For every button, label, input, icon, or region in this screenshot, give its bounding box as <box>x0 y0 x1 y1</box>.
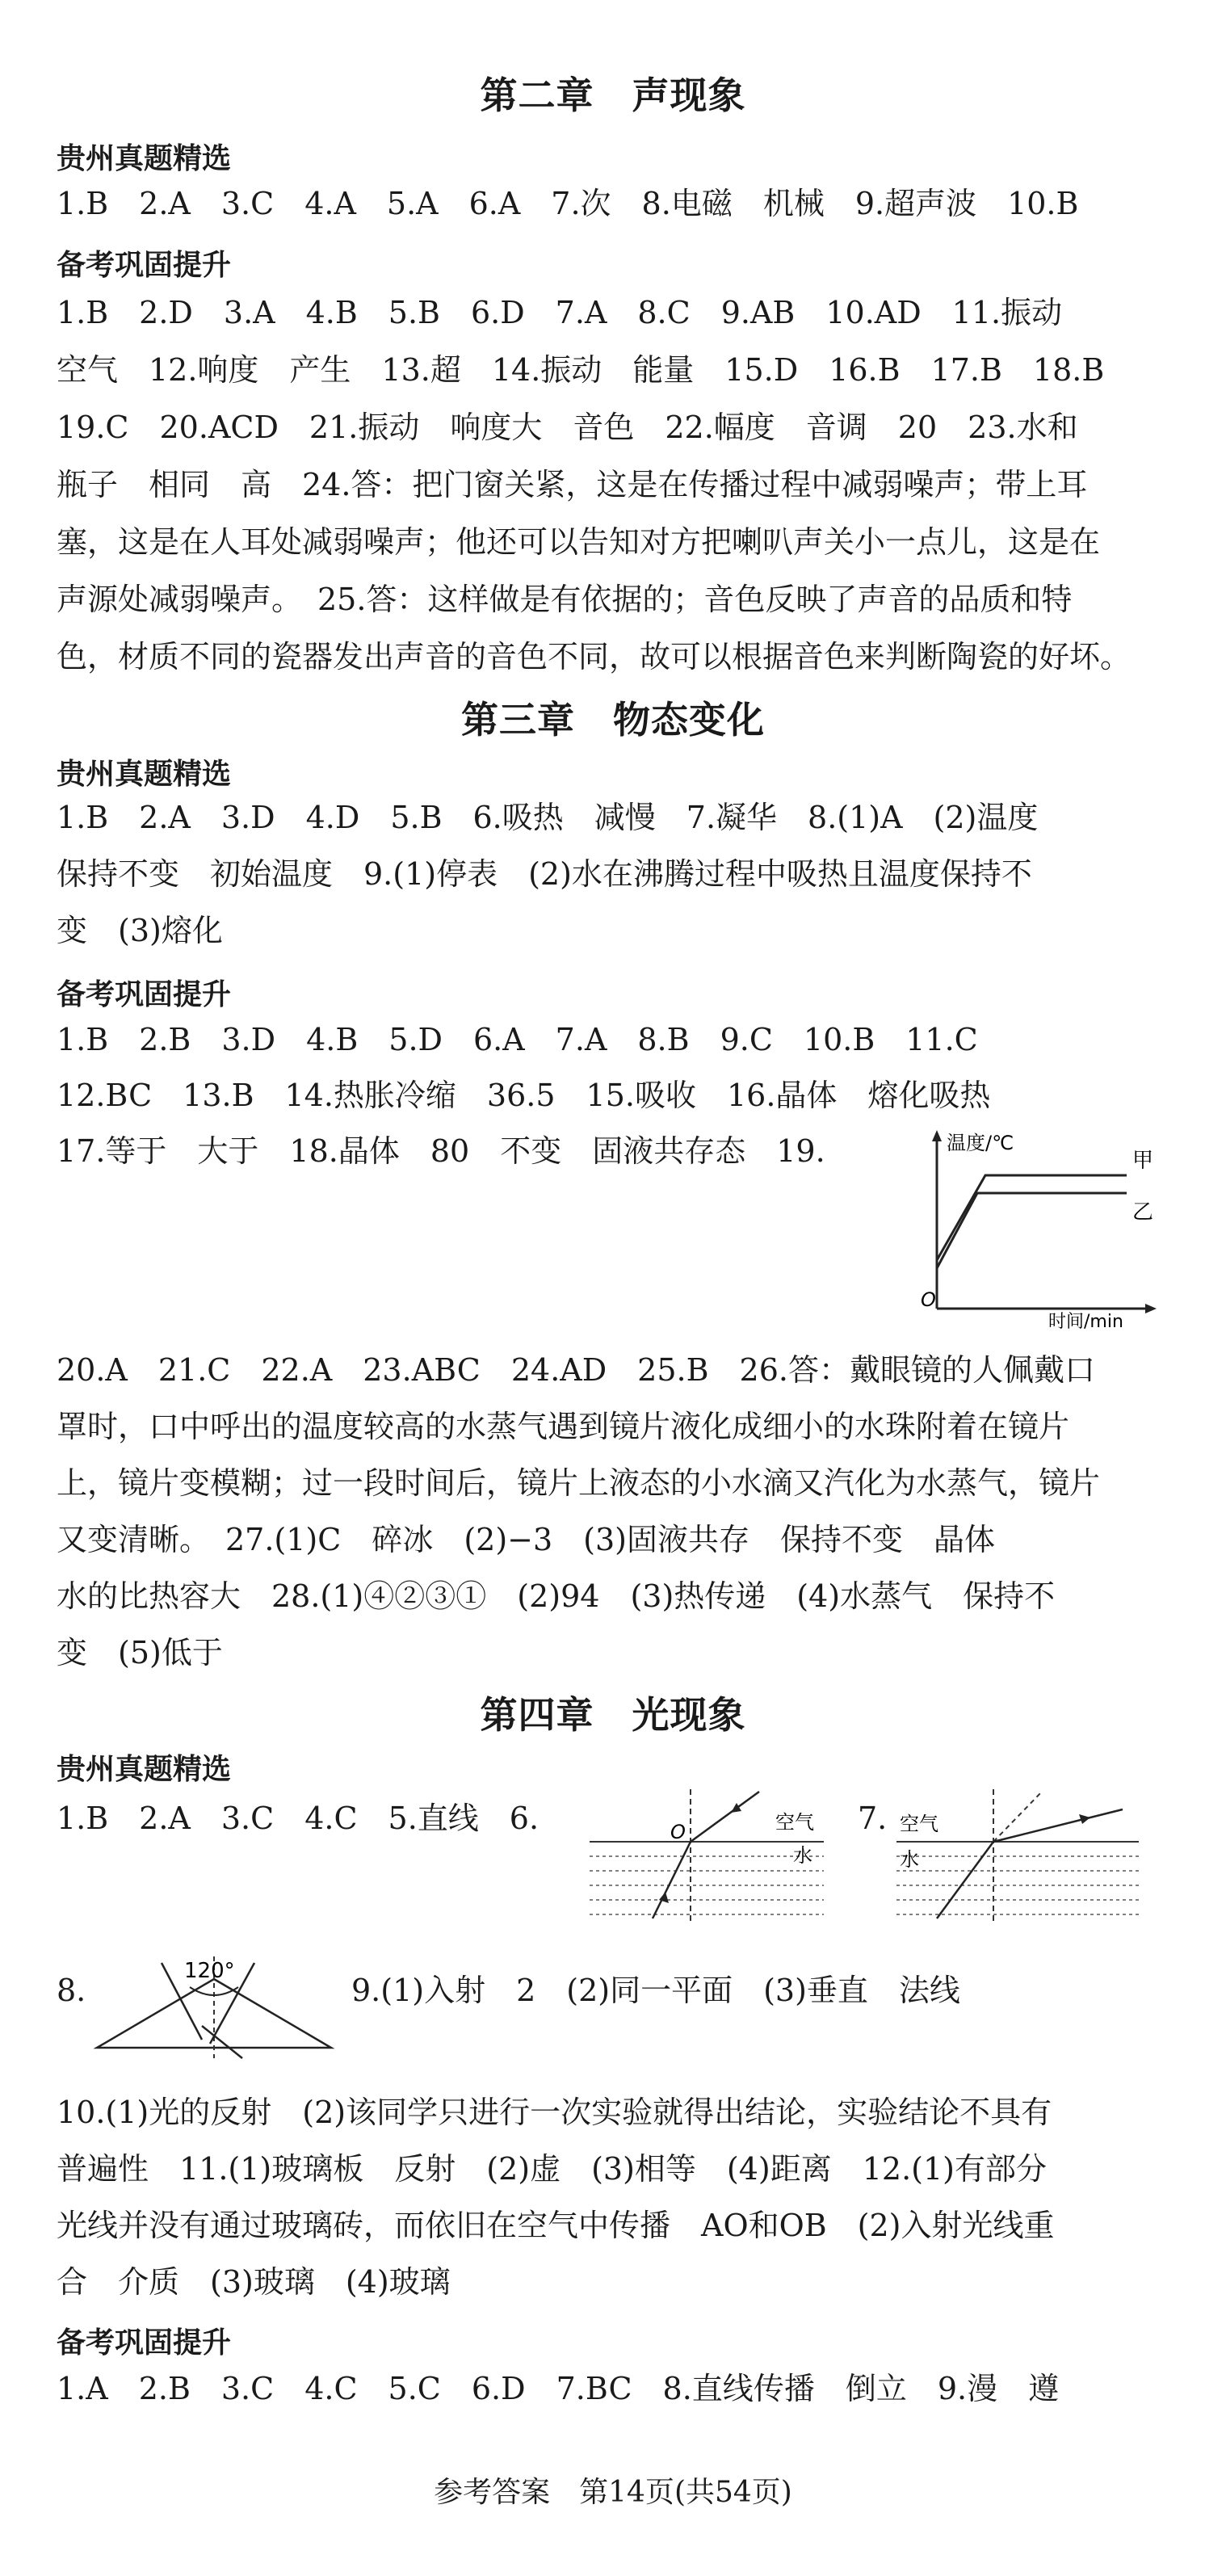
answer-line: 又变清晰。 27.(1)C 碎冰 (2)−3 (3)固液共存 保持不变 晶体 <box>57 1522 996 1557</box>
answer-line: 20.A 21.C 22.A 23.ABC 24.AD 25.B 26.答：戴眼镜的人佩戴口 <box>57 1352 1095 1388</box>
water-label: 水 <box>793 1844 812 1867</box>
reflected-ray <box>202 2026 242 2058</box>
refraction-figure-7 <box>888 1785 1163 1923</box>
refraction-figure-6 <box>582 1785 856 1923</box>
section-guizhou-exam: 贵州真题精选 <box>57 1753 232 1786</box>
dashed-ray <box>993 1792 1042 1842</box>
answer-line: 空气 12.响度 产生 13.超 14.振动 能量 15.D 16.B 17.B 18.B <box>57 352 1105 388</box>
air-label: 空气 <box>775 1811 814 1834</box>
page-footer: 参考答案 第14页(共54页) <box>434 2476 792 2509</box>
chapter-3-title: 第三章 物态变化 <box>461 698 765 742</box>
incident-ray <box>691 1792 759 1842</box>
curve-b-label: 乙 <box>1132 1200 1154 1225</box>
x-axis-arrow <box>1145 1304 1157 1313</box>
question-7-number: 7. <box>858 1801 888 1836</box>
water-label: 水 <box>900 1848 919 1871</box>
x-axis-label: 时间/min <box>1048 1312 1123 1329</box>
origin-label: O <box>921 1288 936 1311</box>
section-review: 备考巩固提升 <box>57 978 232 1011</box>
answer-line: 普遍性 11.(1)玻璃板 反射 (2)虚 (3)相等 (4)距离 12.(1)有部分 <box>57 2151 1048 2187</box>
melting-graph <box>921 1127 1163 1329</box>
answer-line: 10.(1)光的反射 (2)该同学只进行一次实验就得出结论，实验结论不具有 <box>57 2095 1052 2130</box>
answer-line: 声源处减弱噪声。 25.答：这样做是有依据的；音色反映了声音的品质和特 <box>57 582 1073 617</box>
answer-line: 12.BC 13.B 14.热胀冷缩 36.5 15.吸收 16.晶体 熔化吸热 <box>57 1078 991 1113</box>
section-review: 备考巩固提升 <box>57 2326 232 2360</box>
answer-line: 瓶子 相同 高 24.答：把门窗关紧，这是在传播过程中减弱噪声；带上耳 <box>57 467 1088 502</box>
answer-line: 1.B 2.A 3.D 4.D 5.B 6.吸热 减慢 7.凝华 8.(1)A (2)温度 <box>57 800 1039 835</box>
ray-arrow <box>731 1803 741 1813</box>
ray-arrow <box>1079 1814 1090 1824</box>
curve-b <box>937 1193 1127 1268</box>
answer-line: 1.B 2.A 3.C 4.C 5.直线 6. <box>57 1801 540 1836</box>
angle-label: 120° <box>184 1959 235 1983</box>
answer-line: 19.C 20.ACD 21.振动 响度大 音色 22.幅度 音调 20 23.水和 <box>57 410 1078 445</box>
y-axis-arrow <box>932 1130 942 1141</box>
answer-line: 合 介质 (3)玻璃 (4)玻璃 <box>57 2264 451 2300</box>
answer-line: 光线并没有通过玻璃砖，而依旧在空气中传播 AO和OB (2)入射光线重 <box>57 2208 1055 2243</box>
refracted-ray <box>993 1809 1123 1842</box>
refracted-ray <box>653 1842 691 1918</box>
y-axis-label: 温度/℃ <box>947 1132 1014 1154</box>
air-label: 空气 <box>900 1813 938 1835</box>
origin-label: O <box>670 1821 686 1843</box>
chapter-4-title: 第四章 光现象 <box>480 1693 746 1737</box>
answer-line: 塞，这是在人耳处减弱噪声；他还可以告知对方把喇叭声关小一点儿，这是在 <box>57 524 1101 560</box>
question-8-number: 8. <box>57 1973 86 2008</box>
answer-line: 1.B 2.B 3.D 4.B 5.D 6.A 7.A 8.B 9.C 10.B 11.C <box>57 1022 978 1057</box>
answer-line: 变 (3)熔化 <box>57 913 223 948</box>
answer-line: 变 (5)低于 <box>57 1635 223 1670</box>
answer-line: 1.B 2.D 3.A 4.B 5.B 6.D 7.A 8.C 9.AB 10.AD 11.振动 <box>57 295 1063 330</box>
section-guizhou-exam: 贵州真题精选 <box>57 142 232 175</box>
section-guizhou-exam: 贵州真题精选 <box>57 758 232 791</box>
water-hatching <box>590 1856 824 1914</box>
answer-line: 保持不变 初始温度 9.(1)停表 (2)水在沸腾过程中吸热且温度保持不 <box>57 856 1032 892</box>
answer-line: 17.等于 大于 18.晶体 80 不变 固液共存态 19. <box>57 1133 825 1169</box>
answer-line: 上，镜片变模糊；过一段时间后，镜片上液态的小水滴又汽化为水蒸气，镜片 <box>57 1465 1101 1501</box>
answer-line: 色，材质不同的瓷器发出声音的音色不同，故可以根据音色来判断陶瓷的好坏。 <box>57 639 1132 674</box>
section-review: 备考巩固提升 <box>57 249 232 282</box>
water-hatching <box>896 1856 1139 1914</box>
answer-line: 1.B 2.A 3.C 4.A 5.A 6.A 7.次 8.电磁 机械 9.超声波 10.B <box>57 186 1079 221</box>
prism-figure-8 <box>89 1955 347 2060</box>
incident-ray <box>937 1842 993 1918</box>
answer-line: 罩时，口中呼出的温度较高的水蒸气遇到镜片液化成细小的水珠附着在镜片 <box>57 1409 1070 1444</box>
chapter-2-title: 第二章 声现象 <box>480 74 746 117</box>
curve-a-label: 甲 <box>1132 1149 1154 1173</box>
answer-line: 水的比热容大 28.(1)④②③① (2)94 (3)热传递 (4)水蒸气 保持不 <box>57 1578 1056 1614</box>
answer-line: 9.(1)入射 2 (2)同一平面 (3)垂直 法线 <box>351 1973 960 2008</box>
answer-line: 1.A 2.B 3.C 4.C 5.C 6.D 7.BC 8.直线传播 倒立 9.漫 遵 <box>57 2371 1060 2406</box>
